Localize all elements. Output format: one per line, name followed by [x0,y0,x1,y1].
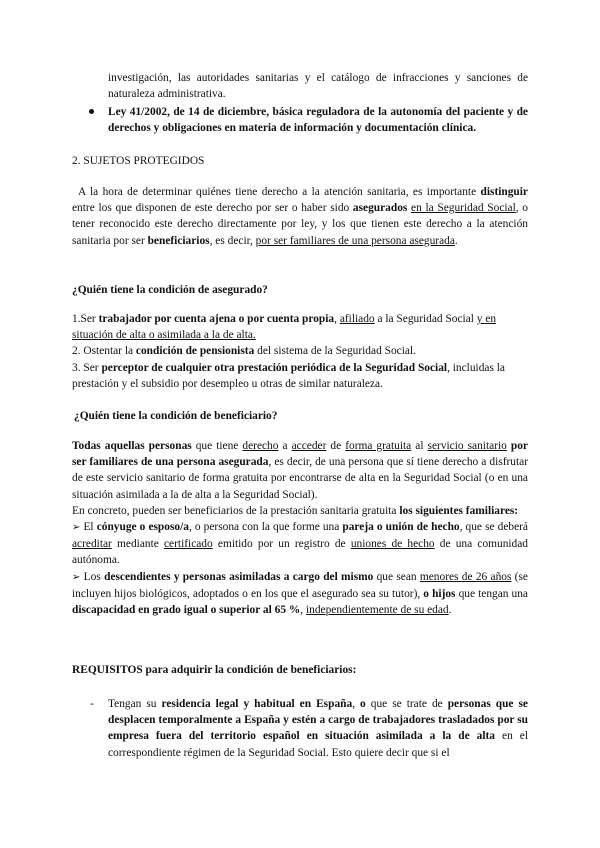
underlined-text: menores de 26 años [419,570,512,583]
question-heading-asegurado [72,282,528,298]
bold-text: por ser familiares de una persona asegurada [72,440,528,469]
underlined-text: uniones de hecho [350,538,435,551]
text: de [326,440,346,452]
bold-text: los siguientes familiares: [399,504,519,517]
bold-text: beneficiarios [147,234,210,247]
text: A la hora de determinar quiénes tiene derecho a la atención sanitaria, es importante [78,186,481,198]
text: . [454,234,458,247]
requisitos-heading [72,662,528,678]
bold-text: distinguir [480,186,528,198]
question-text: ¿Quién tiene la condición de beneficiario? [74,410,278,422]
text: 3. Ser [72,361,102,374]
section-heading [72,153,528,169]
text: , [300,604,306,617]
text: , [334,313,340,325]
condition-3 [72,360,528,392]
question-text: ¿Quién tiene la condición de asegurado? [72,284,268,296]
bullet-item-continuation [108,70,528,102]
beneficiario-paragraph-1 [72,438,528,503]
bold-text: o [360,698,366,710]
text: 2. Ostentar la [72,345,136,358]
text: del sistema de la Seguridad Social. [254,345,416,358]
underlined-text: derecho [242,440,279,452]
text: a la Seguridad Social [374,313,477,325]
intro-paragraph [72,184,528,249]
requisito-item [90,696,528,761]
bold-text: Todas aquellas personas [72,440,192,452]
text: en el correspondiente régimen de la Seguridad Social. Esto quiere decir que si el [108,730,528,759]
text: 1.Ser [72,313,99,325]
bold-text: residencia legal y habitual en España [161,698,353,710]
text: (se incluyen hijos biológicos, adoptados o en los que el asegurado sea su tutor), [72,570,528,600]
text: , o persona con la que forme una [188,521,343,534]
bold-text: descendientes y personas asimiladas a cargo del mismo [104,570,374,583]
text: , [352,698,361,710]
text: Tengan su [108,698,162,710]
condition-1 [72,311,528,343]
dash-bullet-icon: - [90,698,94,710]
condition-2 [72,343,528,359]
beneficiario-paragraph-2 [72,503,528,519]
bold-text: cónyuge o esposo/a [96,521,189,534]
underlined-text: servicio sanitario [427,440,507,452]
bullet-text: investigación, las autoridades sanitarias y el catálogo de infracciones y sanciones de naturaleza administrativa. [108,72,528,101]
text: El [80,521,97,534]
underlined-text: certificado [164,538,213,551]
underlined-text: afiliado [339,313,375,325]
beneficiario-paragraph-3 [72,519,528,569]
section-title: 2. SUJETOS PROTEGIDOS [72,155,205,167]
underlined-text: independientemente de su edad [305,604,449,617]
text: , o tener reconocido este derecho directamente por ley, y los que tienen este derecho a la atención sanitaria por ser [72,202,529,247]
text: , que se deberá [459,521,528,534]
text: a [278,440,292,452]
text: que tiene [191,440,243,452]
text: emitido por un registro de [212,538,351,551]
asegurado-conditions [72,311,528,392]
arrow-bullet-icon: ➢ [72,571,81,583]
text: que tengan una [455,587,528,600]
bold-text: condición de pensionista [135,345,255,358]
underlined-text: por ser familiares de una persona asegurada [255,234,455,247]
text: que se trate de [365,698,448,710]
underlined-text: forma gratuita [345,440,412,452]
bold-text: para adquirir la condición de beneficiarios: [142,664,357,676]
bold-text: perceptor de cualquier otra prestación periódica de la Seguridad Social [101,361,448,374]
bold-text: trabajador por cuenta ajena o por cuenta propia [98,313,335,325]
bullet-dot-icon [89,109,94,114]
text: En concreto, pueden ser beneficiarios de la prestación sanitaria gratuita [72,504,400,517]
text: . [448,604,452,617]
text: Los [80,570,105,583]
bold-text: discapacidad en grado igual o superior al 65 % [72,604,301,617]
bold-text: REQUISITOS [72,664,143,676]
text: que sean [373,570,420,583]
underlined-text: acreditar [72,538,112,551]
text: , incluidas la prestación y el subsidio por desempleo u otras de similar naturaleza. [72,361,505,390]
bullet-item-ley-41-2002 [108,104,528,136]
arrow-bullet-icon: ➢ [72,522,81,534]
bold-text: pareja o unión de hecho [342,521,460,534]
requisito-text [108,696,528,761]
bold-text: o hijos [423,587,456,600]
question-heading-beneficiario [72,408,528,424]
underlined-text: y en situación de alta o asimilada a la de alta. [72,313,497,342]
underlined-text: acceder [291,440,327,452]
text: mediante [111,538,164,551]
beneficiario-content [72,438,528,618]
bold-text: personas que se desplacen temporalmente a España y estén a cargo de trabajadores trasladados por su empresa fuera del territorio español en situación asimilada a la de alta [108,698,528,743]
text: , es decir, [209,234,256,247]
bold-text: asegurados [352,202,408,215]
requisitos-title [72,662,528,678]
bullet-text: Ley 41/2002, de 14 de diciembre, básica reguladora de la autonomía del paciente y de derechos y obligaciones en materia de información y documentación clínica. [108,106,528,135]
text: de una comunidad autónoma. [72,538,528,567]
beneficiario-paragraph-4 [72,569,528,619]
text: , es decir, de una persona que sí tiene derecho a disfrutar de este servicio sanitario de forma gratuita por encontrarse de alta en la Seguridad Social (o en una situación asimilada a la de alta a la Seguridad Social). [72,456,528,501]
underlined-text: en la Seguridad Social [411,202,516,215]
text: entre los que disponen de este derecho por ser o haber sido [72,202,353,215]
text: al [411,440,428,452]
